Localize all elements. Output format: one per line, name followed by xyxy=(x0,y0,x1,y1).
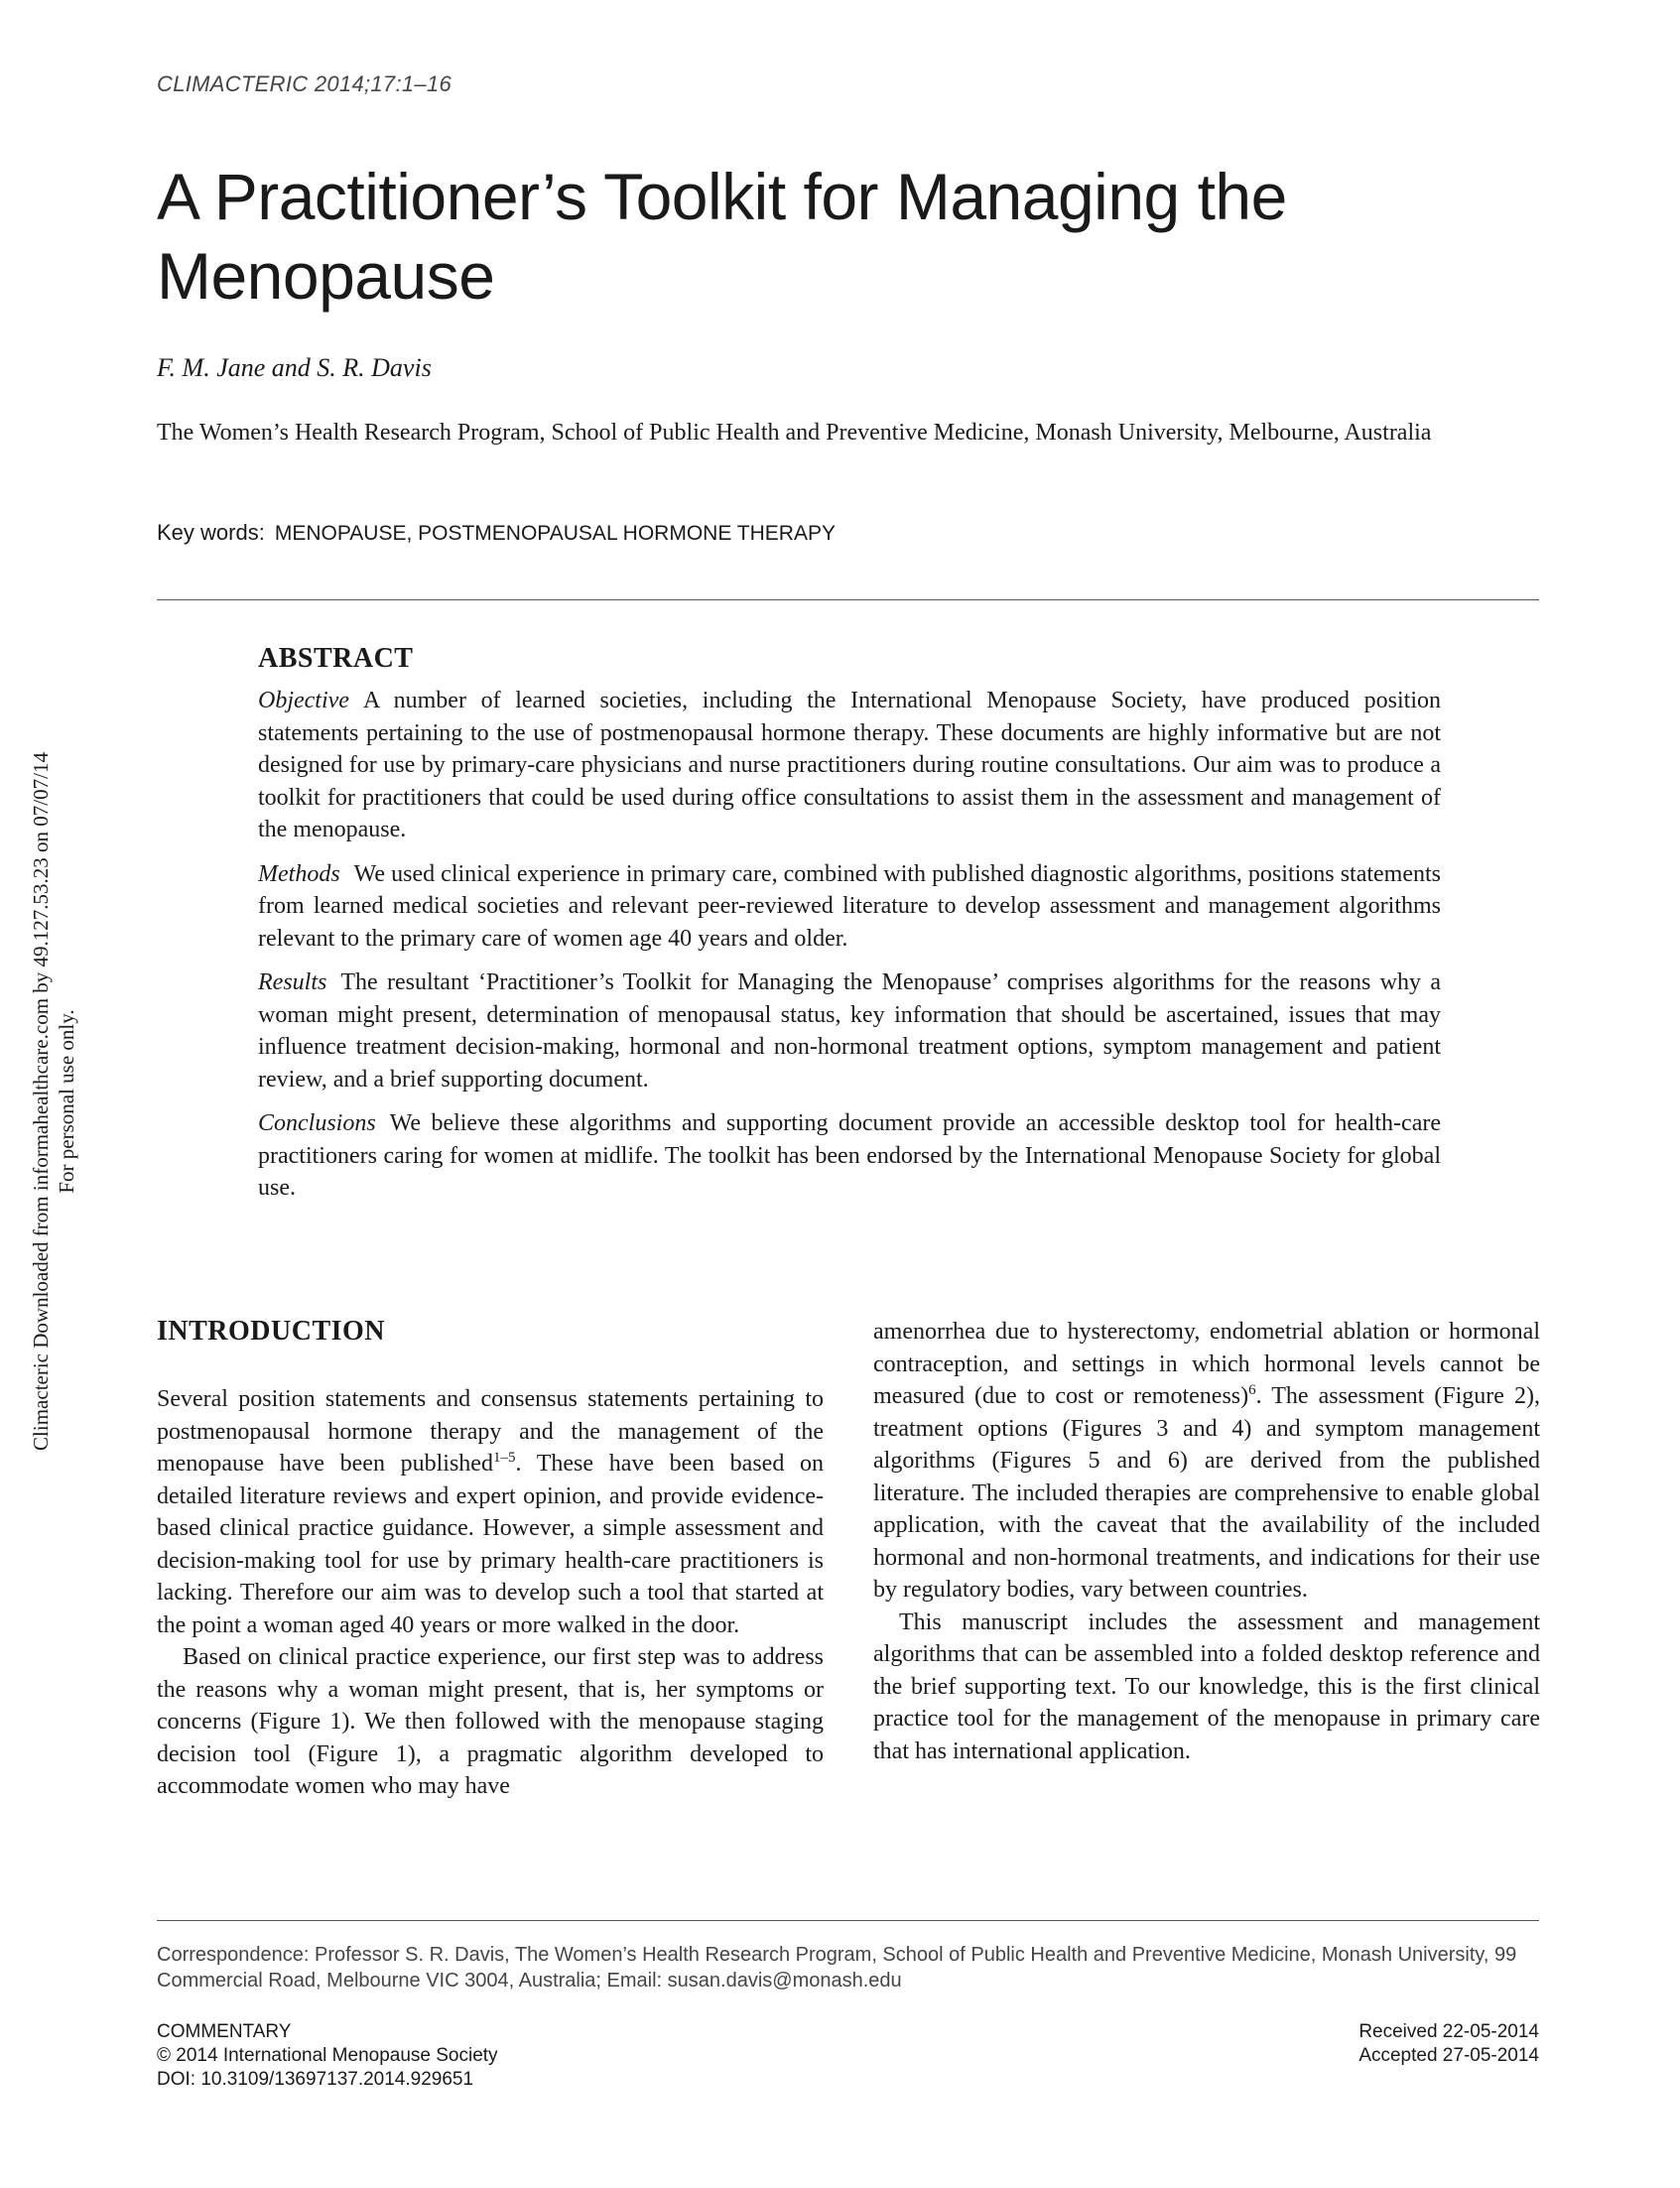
abstract-results xyxy=(258,966,1441,1095)
methods-label: Methods xyxy=(258,860,340,887)
conclusions-label: Conclusions xyxy=(258,1110,376,1136)
author-affiliation: The Women’s Health Research Program, School of Public Health and Preventive Medicine, Monash University, Melbourne, Australia xyxy=(157,420,1432,446)
introduction-paragraph-3 xyxy=(873,1316,1540,1607)
header-divider xyxy=(157,599,1539,600)
introduction-paragraph-4: This manuscript includes the assessment and management algorithms that can be assembled into a folded desktop reference and the brief supporting text. To our knowledge, this is the first clinical practice tool for the management of the menopause in primary care that has international application. xyxy=(873,1609,1540,1764)
objective-label: Objective xyxy=(258,688,349,713)
article-type: COMMENTARY xyxy=(157,2021,292,2042)
received-date: Received 22-05-2014 xyxy=(1358,2021,1539,2042)
introduction-right-column xyxy=(873,1316,1540,1767)
download-watermark-line1: Climacteric Downloaded from informahealthcare.com by 49.127.53.23 on 07/07/14 xyxy=(29,752,53,1451)
download-watermark-line2: For personal use only. xyxy=(55,1009,78,1194)
results-label: Results xyxy=(258,969,327,995)
article-title: A Practitioner’s Toolkit for Managing the Menopause xyxy=(157,160,1287,313)
intro-p3-text-a: amenorrhea due to hysterectomy, endometrial ablation or hormonal contraception, and settings in which hormonal levels cannot be measured (due to cost or remoteness) xyxy=(873,1319,1540,1409)
introduction-left-column xyxy=(157,1316,824,1803)
keywords-values: MENOPAUSE, POSTMENOPAUSAL HORMONE THERAPY xyxy=(274,522,836,545)
abstract-conclusions xyxy=(258,1107,1441,1205)
article-dates xyxy=(1358,2020,1539,2068)
publication-info xyxy=(157,2020,498,2092)
footer-divider xyxy=(157,1920,1539,1921)
results-text: The resultant ‘Practitioner’s Toolkit for Managing the Menopause’ comprises algorithms for the reasons why a woman might present, determination of menopausal status, key information that should be ascertained, issues that may influence treatment decision-making, hormonal and non-hormonal treatment options, symptom management and patient review, and a brief supporting document. xyxy=(258,969,1441,1093)
doi: DOI: 10.3109/13697137.2014.929651 xyxy=(157,2069,474,2090)
article-authors: F. M. Jane and S. R. Davis xyxy=(157,353,432,382)
journal-citation: CLIMACTERIC 2014;17:1–16 xyxy=(157,71,452,96)
abstract-heading: ABSTRACT xyxy=(258,643,414,674)
intro-p1-text-b: . These have been based on detailed literature reviews and expert opinion, and provide evidence-based clinical practice guidance. However, a simple assessment and decision-making tool for use by primary health-care practitioners is lacking. Therefore our aim was to develop such a tool that started at the point a woman aged 40 years or more walked in the door. xyxy=(157,1451,824,1638)
citation-1-5: 1–5 xyxy=(492,1450,516,1466)
download-watermark xyxy=(28,714,79,1488)
copyright: © 2014 International Menopause Society xyxy=(157,2045,498,2066)
introduction-heading: INTRODUCTION xyxy=(157,1316,386,1347)
abstract-objective xyxy=(258,685,1441,846)
methods-text: We used clinical experience in primary care, combined with published diagnostic algorithms, positions statements from learned medical societies and relevant peer-reviewed literature to develop assessment and management algorithms relevant to the primary care of women age 40 years and older. xyxy=(258,860,1441,952)
introduction-paragraph-1 xyxy=(157,1383,824,1641)
abstract-methods xyxy=(258,858,1441,956)
conclusions-text: We believe these algorithms and supporting document provide an accessible desktop tool for health-care practitioners caring for women at midlife. The toolkit has been endorsed by the International Menopause Society for global use. xyxy=(258,1110,1441,1201)
introduction-paragraph-2: Based on clinical practice experience, our first step was to address the reasons why a woman might present, that is, her symptoms or concerns (Figure 1). We then followed with the menopause staging decision tool (Figure 1), a pragmatic algorithm developed to accommodate women who may have xyxy=(157,1644,824,1799)
keywords-label: Key words: xyxy=(157,520,265,545)
correspondence-note: Correspondence: Professor S. R. Davis, The Women’s Health Research Program, School of Public Health and Preventive Medicine, Monash University, 99 Commercial Road, Melbourne VIC 3004, Australia; Email: susan.davis@monash.edu xyxy=(157,1944,1517,1992)
intro-p3-text-b: . The assessment (Figure 2), treatment options (Figures 3 and 4) and symptom management algorithms (Figures 5 and 6) are derived from the published literature. The included therapies are comprehensive to enable global application, with the caveat that the availability of the included hormonal and non-hormonal treatments, and indications for their use by regulatory bodies, vary between countries. xyxy=(873,1383,1540,1603)
keywords xyxy=(157,520,836,546)
objective-text: A number of learned societies, including the International Menopause Society, have produced position statements pertaining to the use of postmenopausal hormone therapy. These documents are highly informative but are not designed for use by primary-care physicians and nurse practitioners during routine consultations. Our aim was to produce a toolkit for practitioners that could be used during office consultations to assist them in the assessment and management of the menopause. xyxy=(258,688,1441,842)
accepted-date: Accepted 27-05-2014 xyxy=(1358,2045,1539,2066)
citation-6: 6 xyxy=(1248,1382,1256,1398)
abstract-section xyxy=(258,643,1441,1217)
intro-p1-text-a: Several position statements and consensus statements pertaining to postmenopausal hormone therapy and the management of the menopause have been published xyxy=(157,1386,824,1477)
